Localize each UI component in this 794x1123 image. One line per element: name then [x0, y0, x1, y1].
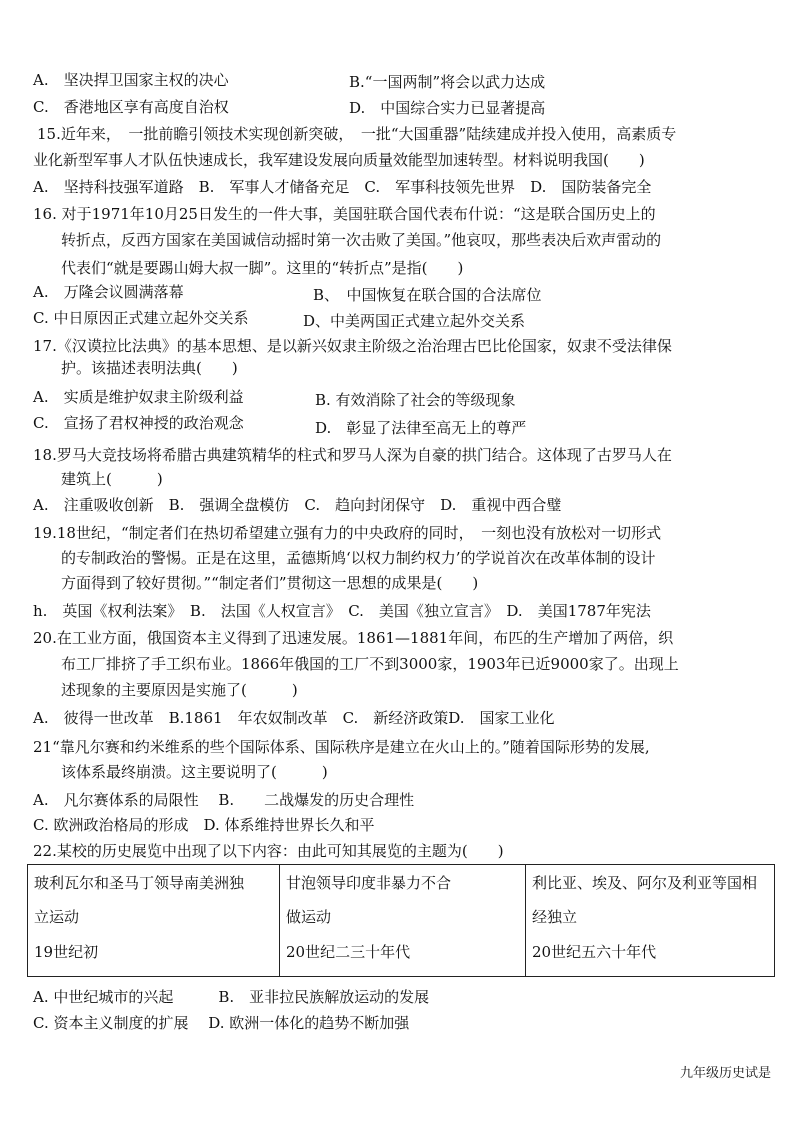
q14-option-d: D. 中国综合实力已显著提高 [349, 99, 546, 117]
cell-1-text-line2: 立运动 [34, 908, 80, 926]
cell-3-text-line2: 经独立 [532, 908, 578, 926]
cell-2-text-line2: 做运动 [286, 908, 332, 926]
q19-options: h. 英国《权利法案》 B. 法国《人权宣言》 C. 美国《独立宣言》 D. 美国1787年宪法 [33, 602, 651, 620]
q17-option-d: D. 彰显了法律至高无上的尊严 [315, 419, 527, 437]
q14-option-c: C. 香港地区享有高度自治权 [33, 98, 229, 116]
cell-2-period: 20世纪二三十年代 [286, 943, 411, 961]
q18-stem-line2: 建筑上( ) [61, 470, 163, 488]
cell-1-text-line1: 玻利瓦尔和圣马丁领导南美洲独 [34, 874, 245, 892]
q17-stem-line2: 护。该描述表明法典( ) [61, 359, 238, 377]
q21-options-ab: A. 凡尔赛体系的局限性 B. 二战爆发的历史合理性 [33, 791, 415, 809]
exhibition-cell-1 [28, 865, 280, 977]
q16-option-b: B、 中国恢复在联合国的合法席位 [313, 286, 542, 304]
q21-stem-line2: 该体系最终崩溃。这主要说明了( ) [61, 763, 328, 781]
q16-option-a: A. 万隆会议圆满落幕 [33, 283, 184, 301]
exhibition-cell-3 [526, 865, 775, 977]
q21-stem-line1: 21“靠凡尔赛和约米维系的些个国际体系、国际秩序是建立在火山上的。”随着国际形势的发展, [33, 738, 650, 756]
q16-stem-line1: 16. 对于1971年10月25日发生的一件大事，美国驻联合国代表布什说：“这是联合国历史上的 [33, 205, 656, 223]
exhibition-table [27, 864, 775, 977]
q19-stem-line3: 方面得到了较好贯彻。”“制定者们”贯彻这一思想的成果是( ) [61, 574, 479, 592]
cell-3-text-line1: 利比亚、埃及、阿尔及利亚等国相 [532, 874, 758, 892]
q20-options: A. 彼得一世改革 B.1861 年农奴制改革 C. 新经济政策D. 国家工业化 [33, 709, 555, 727]
exhibition-cell-2 [280, 865, 526, 977]
q17-option-c: C. 宣扬了君权神授的政治观念 [33, 414, 244, 432]
q14-option-b: B.“一国两制”将会以武力达成 [349, 73, 546, 91]
q16-option-c: C. 中日原因正式建立起外交关系 [33, 309, 249, 327]
q15-options: A. 坚持科技强军道路 B. 军事人才储备充足 C. 军事科技领先世界 D. 国防装备完全 [33, 178, 652, 196]
page-footer: 九年级历史试是 [680, 1066, 772, 1081]
q16-option-d: D、中美两国正式建立起外交关系 [303, 312, 526, 330]
q15-stem-line1: 15.近年来， 一批前瞻引领技术实现创新突破， 一批“大国重器”陆续建成并投入使用，高素质专 [37, 125, 677, 143]
cell-1-period: 19世纪初 [34, 943, 99, 961]
q18-stem-line1: 18.罗马大竞技场将希腊古典建筑精华的柱式和罗马人深为自豪的拱门结合。这体现了古罗马人在 [33, 446, 672, 464]
q20-stem-line1: 20.在工业方面，俄国资本主义得到了迅速发展。1861—1881年间，布匹的生产增加了两倍，织 [33, 629, 674, 647]
q22-options-cd: C. 资本主义制度的扩展 D. 欧洲一体化的趋势不断加强 [33, 1014, 410, 1032]
q17-stem-line1: 17.《汉谟拉比法典》的基本思想、是以新兴奴隶主阶级之治治理古巴比伦国家，奴隶不受法律保 [33, 337, 672, 355]
q15-stem-line2: 业化新型军事人才队伍快速成长，我军建设发展向质量效能型加速转型。材料说明我国( ) [33, 151, 645, 169]
q18-options: A. 注重吸收创新 B. 强调全盘模仿 C. 趋向封闭保守 D. 重视中西合璧 [33, 496, 562, 514]
q20-stem-line3: 述现象的主要原因是实施了( ) [61, 681, 298, 699]
q21-options-cd: C. 欧洲政治格局的形成 D. 体系维持世界长久和平 [33, 816, 375, 834]
cell-2-text-line1: 甘泡领导印度非暴力不合 [286, 874, 452, 892]
q17-option-a: A. 实质是维护奴隶主阶级利益 [33, 388, 244, 406]
q16-stem-line2: 转折点，反西方国家在美国诚信动摇时第一次击败了美国。”他哀叹，那些表决后欢声雷动的 [61, 231, 662, 249]
q17-option-b: B. 有效消除了社会的等级现象 [315, 391, 516, 409]
q20-stem-line2: 布工厂排挤了手工织布业。1866年俄国的工厂不到3000家，1903年已近9000家了。出现上 [61, 655, 679, 673]
q19-stem-line1: 19.18世纪，“制定者们在热切希望建立强有力的中央政府的同时， 一刻也没有放松对一切形式 [33, 524, 662, 542]
q22-options-ab: A. 中世纪城市的兴起 B. 亚非拉民族解放运动的发展 [33, 988, 430, 1006]
q14-option-a: A. 坚决捍卫国家主权的决心 [33, 71, 229, 89]
q22-stem: 22.某校的历史展览中出现了以下内容：由此可知其展览的主题为( ) [33, 842, 504, 860]
q19-stem-line2: 的专制政治的警惕。正是在这里，孟德斯鸠‘以权力制约权力’的学说首次在改革体制的设计 [61, 549, 656, 567]
q16-stem-line3: 代表们“就是要踢山姆大叔一脚”。这里的“转折点”是指( ) [61, 259, 464, 277]
cell-3-period: 20世纪五六十年代 [532, 943, 657, 961]
